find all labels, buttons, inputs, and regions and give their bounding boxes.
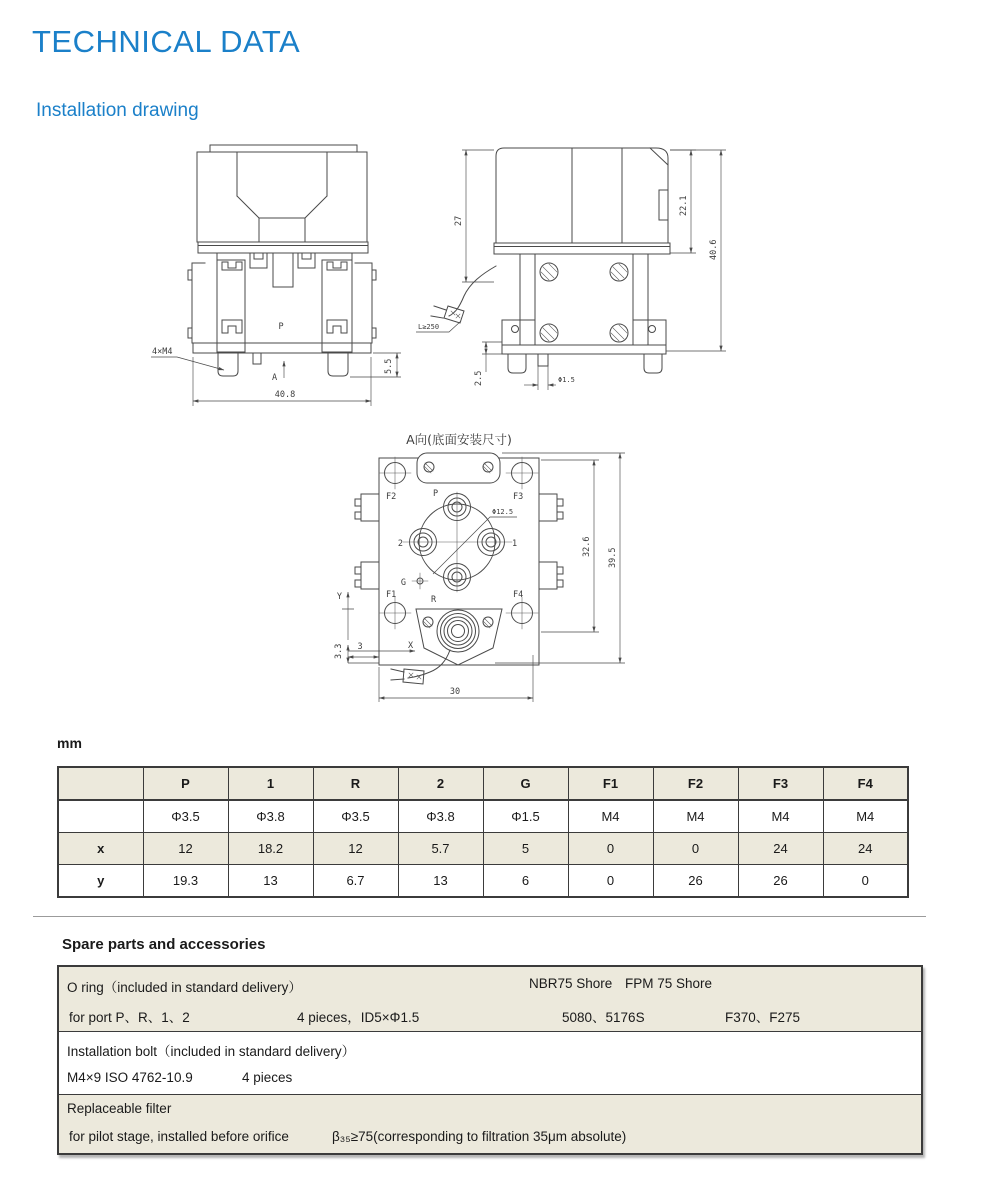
page-title: TECHNICAL DATA [32,24,301,59]
dim-table-row-diameter [58,800,908,833]
dim-cell: 24 [738,833,823,865]
dim-cell: M4 [568,800,653,833]
pattern-height-dim: 32.6 [582,536,592,557]
filter-title: Replaceable filter [67,1101,172,1116]
bottom-view-drawing [334,432,625,702]
spare-row-installation-bolt [59,1032,921,1095]
filter-spec: β₃₅≥75(corresponding to filtration 35μm absolute) [332,1129,627,1144]
dim-cell: 13 [228,865,313,898]
side-total-height-dim: 40.6 [709,239,719,260]
side-base-dim: 2.5 [474,370,484,386]
bolt-circle-dim: Φ12.5 [492,508,514,516]
port-2-label: 2 [397,539,403,549]
axis-x-label: X [408,641,414,651]
dim-row-label: x [58,833,143,865]
bottom-width-dim: 30 [449,687,461,697]
hole-f3-label: F3 [513,492,524,502]
dim-table-row-x [58,833,908,865]
dim-cell: 13 [398,865,483,898]
port-g-label: G [400,578,406,588]
dim-cell: 5.7 [398,833,483,865]
dim-cell: 19.3 [143,865,228,898]
dim-col-header [58,767,143,800]
dim-cell: 6 [483,865,568,898]
side-upper-height-dim: 22.1 [679,195,689,216]
o-ring-material-1: NBR75 Shore [529,976,613,991]
dim-cell: 26 [653,865,738,898]
dim-cell: 12 [143,833,228,865]
front-bolt-callout: 4×M4 [152,347,173,357]
dim-cell: 0 [568,865,653,898]
dim-cell: 12 [313,833,398,865]
bottom-view-title: A向(底面安装尺寸) [406,432,512,447]
front-width-dim: 40.8 [274,390,296,400]
dim-col-header: F3 [738,767,823,800]
dim-cell: Φ3.5 [313,800,398,833]
bottom-total-height-dim: 39.5 [608,547,618,568]
o-ring-part-no-1: 5080、5176S [562,1010,645,1025]
side-coil-height-dim: 27 [454,215,464,226]
front-port-label: P [278,322,284,332]
port-1-label: 1 [512,539,518,549]
bolt-quantity: 4 pieces [242,1070,293,1085]
dim-cell: 18.2 [228,833,313,865]
front-view-drawing [151,145,401,406]
spare-row-o-ring [59,967,921,1032]
front-stud-dim: 5.5 [384,358,394,374]
hole-f4-label: F4 [513,590,524,600]
dim-row-label [58,800,143,833]
o-ring-part-no-2: F370、F275 [725,1010,801,1025]
dim-cell: 0 [568,833,653,865]
dim-cell: M4 [738,800,823,833]
port-r-label: R [431,595,437,605]
dim-col-header: G [483,767,568,800]
o-ring-title: O ring（included in standard delivery） [67,980,302,995]
hole-f1-label: F1 [386,590,397,600]
dim-col-header: F2 [653,767,738,800]
dim-cell: M4 [823,800,908,833]
dimension-table [57,766,909,898]
port-p-label: P [433,489,439,499]
bolt-spec: M4×9 ISO 4762-10.9 [67,1070,193,1085]
bolt-title: Installation bolt（included in standard delivery） [67,1044,356,1059]
axis-y-label: Y [336,592,342,602]
o-ring-material-2: FPM 75 Shore [625,976,713,991]
dim-cell: Φ1.5 [483,800,568,833]
dim-cell: 26 [738,865,823,898]
spare-parts-heading: Spare parts and accessories [62,936,266,953]
dim-col-header: 1 [228,767,313,800]
dim-table-row-y [58,865,908,898]
side-pin-dia-dim: Φ1.5 [558,376,575,384]
dim-col-header: F1 [568,767,653,800]
spare-parts-table [57,965,923,1155]
o-ring-ports: for port P、R、1、2 [69,1010,190,1025]
side-cable-length-label: L≥250 [418,323,440,331]
hole-f2-label: F2 [386,492,397,502]
dim-cell: 5 [483,833,568,865]
section-divider [33,916,926,917]
dim-cell: 6.7 [313,865,398,898]
filter-usage: for pilot stage, installed before orifice [69,1129,289,1144]
section-heading: Installation drawing [36,100,199,121]
dim-col-header: F4 [823,767,908,800]
dim-cell: Φ3.8 [228,800,313,833]
side-view-drawing [416,148,726,390]
dim-col-header: 2 [398,767,483,800]
dim-cell: Φ3.8 [398,800,483,833]
dim-col-header: P [143,767,228,800]
unit-label: mm [57,735,82,751]
spare-row-replaceable-filter [59,1095,921,1153]
dim-cell: M4 [653,800,738,833]
origin-y-dim: 3.3 [334,643,344,659]
front-view-label: A [272,373,278,383]
o-ring-quantity: 4 pieces，ID5×Φ1.5 [297,1010,420,1025]
origin-x-dim: 3 [357,642,363,652]
dim-row-label: y [58,865,143,898]
dim-cell: 0 [653,833,738,865]
dim-cell: Φ3.5 [143,800,228,833]
dim-cell: 0 [823,865,908,898]
dim-col-header: R [313,767,398,800]
dim-cell: 24 [823,833,908,865]
dim-table-header-row [58,767,908,800]
